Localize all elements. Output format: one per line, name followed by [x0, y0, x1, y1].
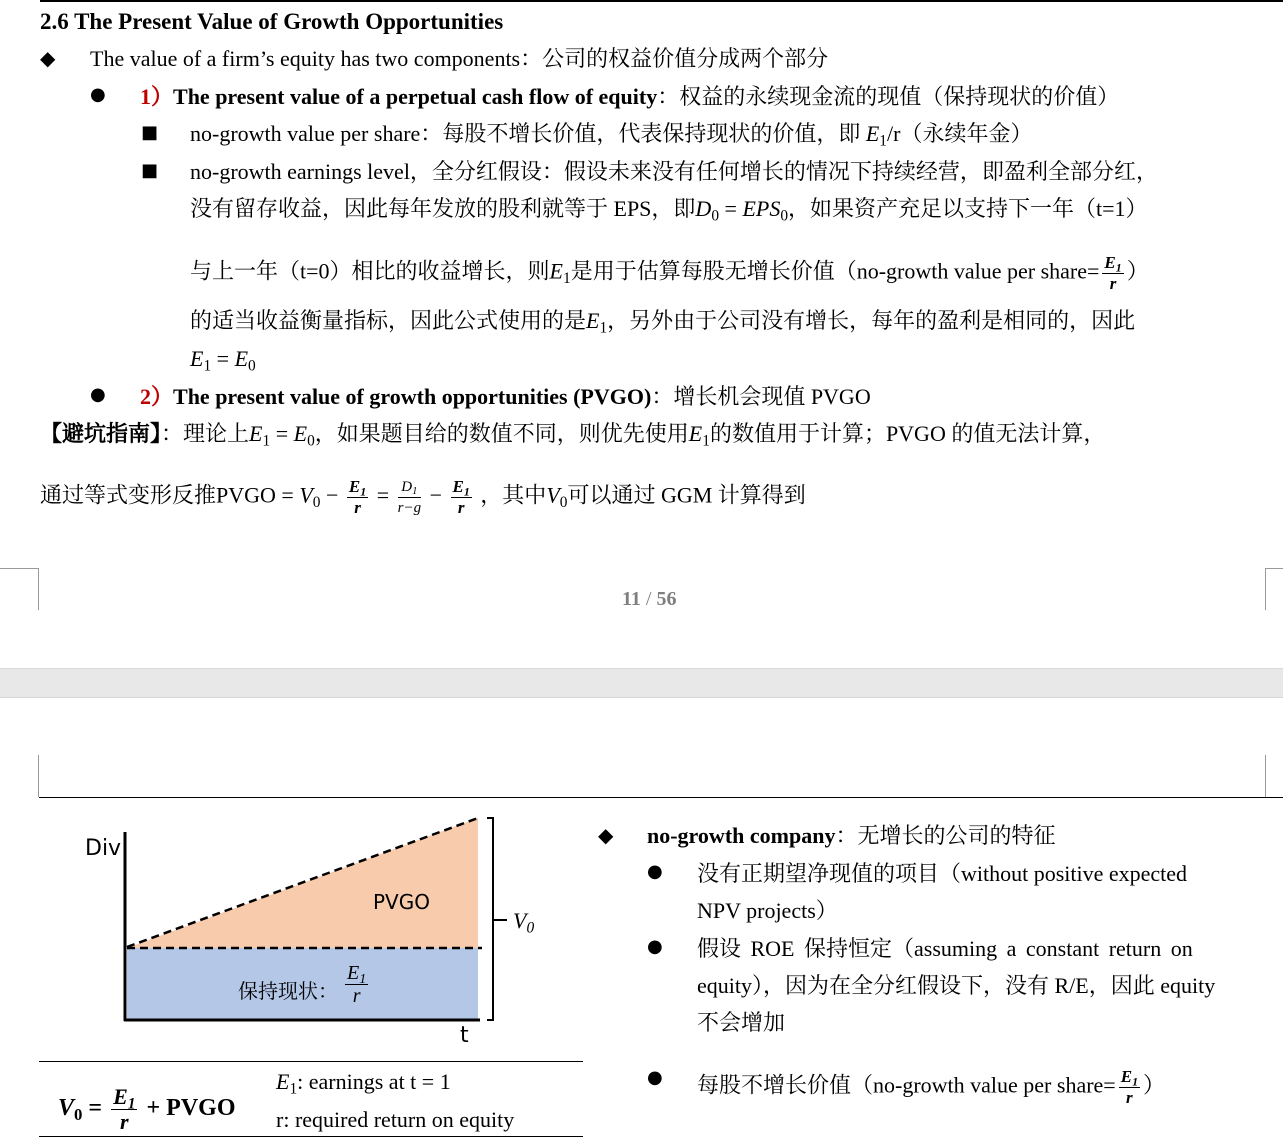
math: = [211, 346, 235, 371]
text: ，如果资产充足以支持下一年（t=1） [788, 196, 1148, 221]
num-sub: 1 [1132, 1074, 1139, 1089]
math: E [276, 1069, 290, 1094]
square-bullet-icon: ■ [141, 122, 159, 143]
math: V [299, 482, 313, 508]
crop-mark [1265, 755, 1266, 797]
sub1-math-sub: 1 [879, 132, 887, 150]
sub2-line1: no-growth earnings level，全分红假设：假设未来没有任何增长的情况下持续经营，即盈利全部分红， [190, 159, 1158, 184]
page-gap [0, 668, 1283, 698]
math-sub: 1 [562, 270, 571, 288]
math: EPS [742, 196, 781, 221]
sub1 [190, 121, 1033, 150]
section-title: 2.6 The Present Value of Growth Opportunities [40, 9, 504, 34]
text: 可以通过 GGM 计算得到 [567, 482, 806, 508]
text: 与上一年（t=0）相比的收益增长，则 [190, 258, 550, 284]
num-sub: 1 [127, 1095, 136, 1113]
math: V [513, 908, 527, 933]
math: D [695, 196, 712, 221]
text: ，其中 [474, 482, 547, 508]
fraction [345, 962, 368, 1007]
sub2-line2 [190, 196, 1148, 225]
page-top-rule [39, 797, 1283, 798]
item2-cn: ：增长机会现值 PVGO [651, 384, 871, 409]
math-sub: 1 [702, 432, 710, 450]
item2-number: 2） [140, 384, 174, 409]
square-bullet-icon: ■ [141, 160, 159, 181]
feature1-line1: 没有正期望净现值的项目（without positive expected [697, 861, 1188, 886]
crop-mark [38, 755, 39, 797]
den: r [457, 498, 465, 517]
page-number: 11 [622, 588, 641, 610]
num-sub: 1 [359, 972, 367, 988]
math-sub: 1 [289, 1080, 298, 1098]
num: D [401, 479, 413, 495]
math: − [424, 482, 448, 508]
text: ） [1126, 258, 1149, 284]
sub2-line4 [190, 308, 1136, 337]
text: 每股不增长价值（no-growth value per share= [697, 1072, 1116, 1098]
sub1-label: no-growth value per share： [190, 121, 443, 146]
tip-line2 [40, 477, 806, 518]
diamond-bullet-icon: ◆ [40, 46, 56, 70]
text: 没有留存收益，因此每年发放的股利就等于 EPS，即 [190, 196, 696, 221]
math: E [688, 421, 703, 446]
math: V [58, 1095, 75, 1122]
y-axis-label: Div [85, 836, 122, 861]
sub1-text: 每股不增长价值，代表保持现状的价值，即 [442, 121, 866, 146]
num-sub: 1 [463, 484, 470, 499]
math-sub: 0 [74, 1105, 83, 1125]
status-quo-label: 保持现状： [238, 979, 338, 1003]
text: ） [1143, 1072, 1166, 1098]
num: E [1120, 1067, 1133, 1086]
item2-title: The present value of growth opportunities (PVGO) [173, 384, 652, 409]
den: r [1126, 1088, 1133, 1107]
den: r−g [397, 500, 422, 516]
heading-cn: ：无增长的公司的特征 [835, 823, 1056, 848]
den: r [352, 985, 361, 1007]
pvgo-diagram [0, 800, 590, 1050]
math-sub: 1 [599, 319, 608, 337]
diamond-bullet-icon: ◆ [598, 823, 614, 847]
num: E [347, 962, 360, 984]
page-total: 56 [656, 588, 677, 610]
text: ：理论上 [161, 421, 250, 446]
den: r [120, 1109, 129, 1134]
math: E [293, 421, 308, 446]
item1-title: The present value of a perpetual cash flow of equity [173, 84, 658, 109]
pvgo-label: PVGO [373, 890, 430, 914]
fraction [398, 477, 421, 518]
crop-mark [1265, 568, 1283, 569]
intro-text: The value of a firm’s equity has two components：公司的权益价值分成两个部分 [90, 46, 829, 71]
crop-mark [0, 568, 38, 569]
page-indicator [622, 586, 676, 612]
crop-mark [38, 568, 39, 610]
circle-bullet-icon: ● [647, 1067, 663, 1088]
item2 [140, 384, 871, 410]
text: 通过等式变形反推PVGO = [40, 482, 300, 508]
feature2-line3: 不会增加 [697, 1010, 786, 1035]
sub2-line5 [190, 346, 256, 375]
math: V [546, 482, 560, 508]
math-sub: 1 [203, 357, 212, 375]
legend-e1 [276, 1069, 451, 1098]
text: ，另外由于公司没有增长，每年的盈利是相同的，因此 [607, 308, 1136, 333]
den: r [1109, 274, 1117, 293]
math-sub: 0 [780, 207, 789, 225]
sub1-math-e: E [865, 121, 880, 146]
math-sub: 0 [711, 207, 720, 225]
math: E [249, 421, 263, 446]
math: E [586, 308, 600, 333]
num: E [452, 477, 464, 496]
diagram-v0-label [513, 908, 535, 937]
fraction [111, 1085, 137, 1134]
num-sub: 1 [412, 486, 418, 498]
v0-bracket [487, 818, 493, 1020]
page-separator: / [645, 588, 652, 610]
num: E [113, 1084, 128, 1109]
circle-bullet-icon: ● [647, 936, 663, 957]
math-sub: 0 [312, 494, 321, 512]
math-sub: 0 [559, 494, 568, 512]
fraction [1102, 253, 1123, 294]
item1-cn: ：权益的永续现金流的现值（保持现状的价值） [657, 84, 1120, 109]
math: E [549, 258, 563, 284]
tip-line1 [40, 421, 1106, 450]
math: = [719, 196, 743, 221]
legend-r: r: required return on equity [276, 1107, 515, 1132]
feature2-line2: equity），因为在全分红假设下，没有 R/E，因此 equity [697, 973, 1216, 998]
sub1-tail: （永续年金） [900, 121, 1033, 146]
item1 [140, 84, 1119, 110]
text: 是用于估算每股无增长价值（no-growth value per share= [570, 258, 1100, 284]
circle-bullet-icon: ● [90, 84, 106, 105]
crop-mark [1265, 568, 1266, 610]
fraction [1119, 1067, 1140, 1108]
math: E [234, 346, 249, 371]
formula-bottom-rule [39, 1136, 583, 1137]
feature1-line2: NPV projects） [697, 898, 838, 923]
no-growth-heading [647, 823, 1055, 849]
text: 的适当收益衡量指标，因此公式使用的是 [190, 308, 587, 333]
circle-bullet-icon: ● [647, 861, 663, 882]
text: 的数值用于计算；PVGO 的值无法计算， [709, 421, 1106, 446]
text: ，如果题目给的数值不同，则优先使用 [314, 421, 689, 446]
heading-label: no-growth company [647, 823, 836, 848]
den: r [354, 498, 361, 517]
math: = [82, 1095, 109, 1122]
text: : earnings at t = 1 [297, 1069, 451, 1094]
v0-formula [58, 1085, 236, 1134]
sub1-math-r: /r [886, 121, 901, 146]
num-sub: 1 [360, 484, 367, 499]
num: E [348, 477, 361, 496]
tip-label: 【避坑指南】 [40, 421, 162, 446]
item1-number: 1） [140, 84, 174, 109]
page-top-rule [40, 0, 1283, 2]
math: = [270, 421, 294, 446]
num: E [1104, 253, 1116, 272]
num-sub: 1 [1115, 260, 1122, 275]
feature3 [697, 1067, 1165, 1108]
circle-bullet-icon: ● [90, 384, 106, 405]
math-sub: 0 [526, 919, 535, 937]
feature2-line1: 假设 ROE 保持恒定（assuming a constant return on [697, 936, 1193, 961]
fraction [451, 477, 472, 518]
diagram-e1-over-r [342, 962, 371, 1007]
math: + PVGO [140, 1095, 236, 1122]
sub2-line3 [190, 253, 1149, 294]
math: E [190, 346, 204, 371]
math-sub: 0 [307, 432, 315, 450]
math: − [320, 482, 344, 508]
formula-top-rule [39, 1061, 583, 1062]
math: = [371, 482, 395, 508]
x-axis-label: t [460, 1023, 469, 1048]
math-sub: 1 [262, 432, 271, 450]
fraction [347, 477, 368, 518]
math-sub: 0 [248, 357, 256, 375]
